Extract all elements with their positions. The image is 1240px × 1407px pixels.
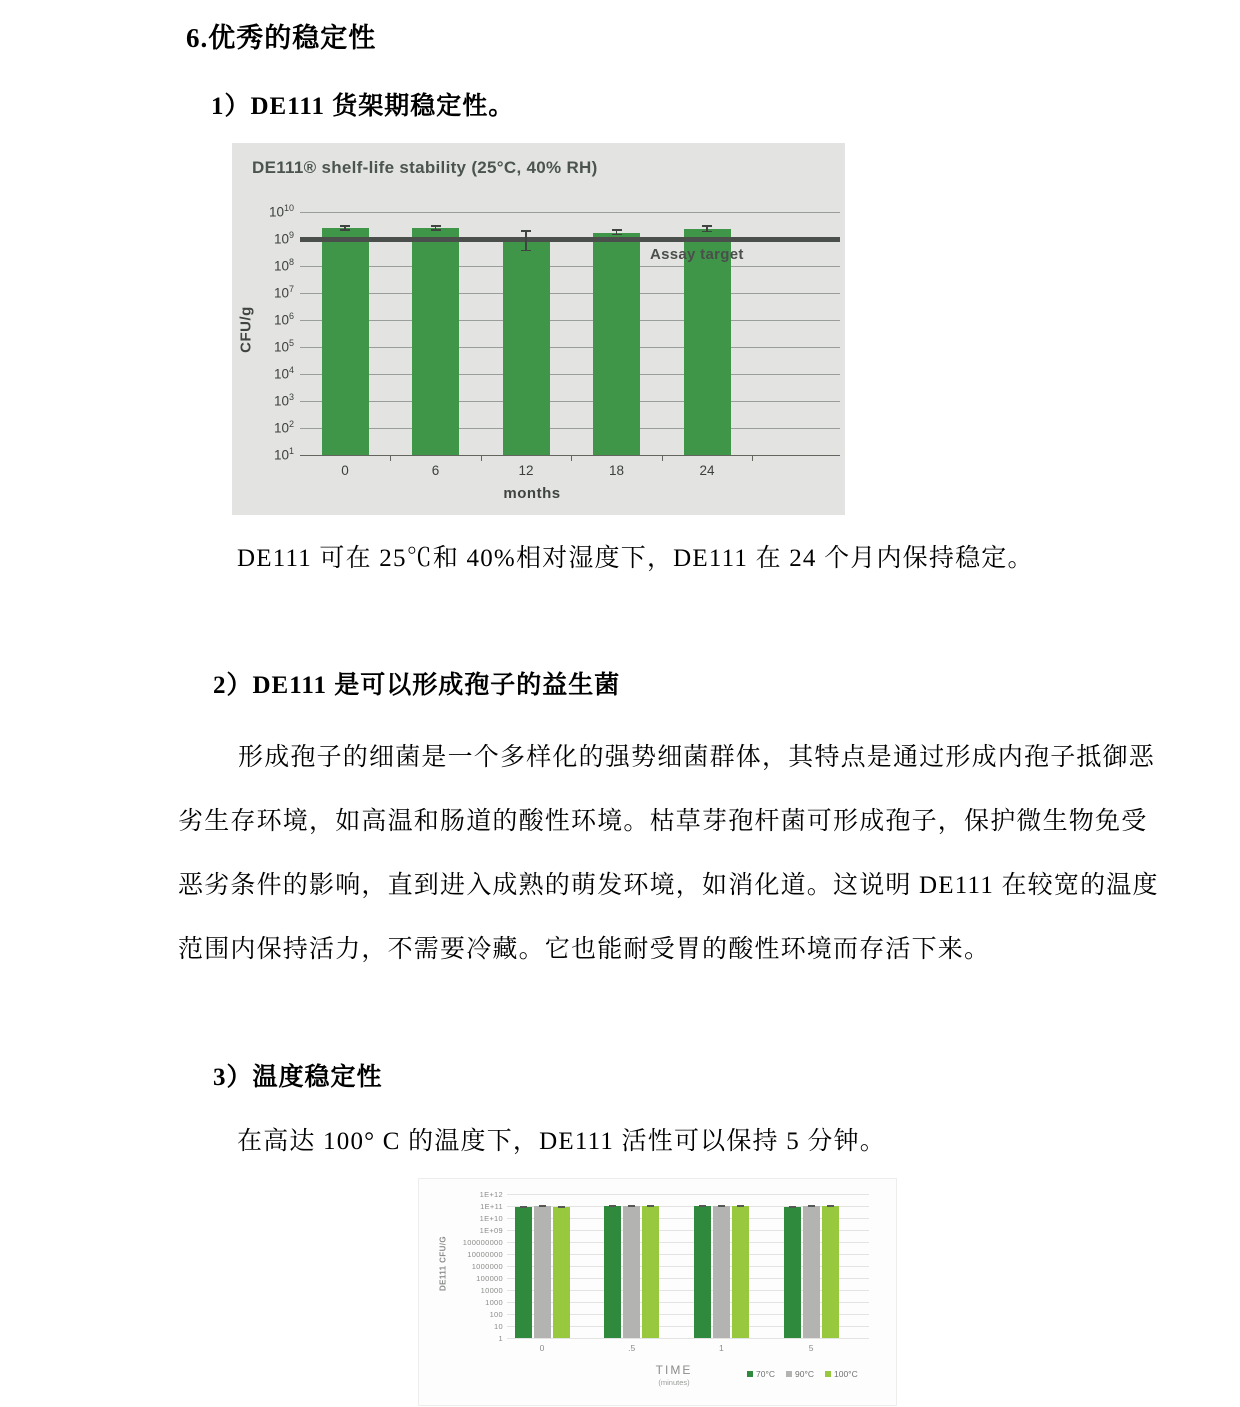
error-cap (827, 1205, 834, 1207)
gridline (300, 212, 840, 213)
y-tick-label: 1E+10 (479, 1213, 503, 1223)
error-cap (558, 1206, 565, 1208)
error-whisker-cap (431, 225, 441, 227)
paragraph-line: 形成孢子的细菌是一个多样化的强势细菌群体，其特点是通过形成内孢子抵御恶 (238, 744, 1156, 771)
y-tick-label: $10^{10}$ (268, 203, 294, 220)
bar (412, 228, 459, 455)
y-tick-label: 100000000 (462, 1237, 503, 1247)
x-tick-label: 1 (719, 1343, 724, 1353)
bar (694, 1206, 711, 1338)
error-cap (737, 1205, 744, 1207)
chart2-legend (747, 1369, 858, 1379)
section3-heading: 3）温度稳定性 (213, 1064, 383, 1091)
gridline (507, 1194, 869, 1195)
chart2-y-axis-title: DE111 CFU/G (438, 1235, 448, 1292)
section3-caption: 在高达 100° C 的温度下，DE111 活性可以保持 5 分钟。 (237, 1128, 886, 1155)
legend-swatch (825, 1371, 831, 1377)
error-cap (609, 1205, 616, 1207)
x-tick-label: 18 (608, 463, 625, 478)
temperature-stability-chart (418, 1178, 897, 1406)
shelf-life-stability-chart (232, 143, 845, 515)
chart1-title: DE111® shelf-life stability (25°C, 40% RH) (252, 158, 598, 177)
main-heading: 6.优秀的稳定性 (186, 23, 377, 53)
x-tick-label: 0 (539, 1343, 545, 1353)
bar (784, 1207, 801, 1338)
y-tick-label: $10^4$ (273, 365, 294, 382)
bar (604, 1206, 621, 1338)
error-cap (520, 1206, 527, 1208)
gridline (300, 401, 840, 402)
x-tick-label: 24 (699, 463, 715, 478)
x-tick-label: 5 (808, 1343, 814, 1353)
bar (322, 228, 369, 455)
chart1-x-axis-title: months (503, 485, 561, 502)
x-tick (752, 455, 753, 461)
y-tick-label: 1E+09 (479, 1225, 503, 1235)
error-whisker-cap (702, 225, 712, 227)
bar (803, 1206, 820, 1338)
y-tick-label: $10^1$ (273, 446, 294, 463)
bar (713, 1206, 730, 1338)
bar (732, 1206, 749, 1338)
legend-item (786, 1369, 814, 1379)
bar (534, 1206, 551, 1338)
error-cap (539, 1205, 546, 1207)
chart2-x-axis-title: TIME (655, 1363, 693, 1377)
legend-label: 100°C (834, 1369, 858, 1379)
legend-swatch (786, 1371, 792, 1377)
bar (553, 1207, 570, 1338)
y-tick-label: 10 (494, 1321, 503, 1331)
error-cap (699, 1205, 706, 1207)
error-whisker-cap (702, 231, 712, 233)
bar (642, 1206, 659, 1338)
error-whisker-cap (431, 229, 441, 231)
x-tick (662, 455, 663, 461)
x-tick (481, 455, 482, 461)
y-tick-label: 1000 (485, 1297, 503, 1307)
error-whisker-cap (612, 229, 622, 231)
section2-heading: 2）DE111 是可以形成孢子的益生菌 (213, 672, 621, 699)
bar (822, 1206, 839, 1338)
y-tick-label: 1E+12 (479, 1189, 503, 1199)
y-tick-label: 10000 (480, 1285, 503, 1295)
error-cap (718, 1205, 725, 1207)
bar (593, 233, 640, 455)
error-whisker-cap (340, 225, 350, 227)
paragraph-line: 劣生存环境，如高温和肠道的酸性环境。枯草芽孢杆菌可形成孢子，保护微生物免受 (178, 808, 1148, 835)
legend-item (747, 1369, 775, 1379)
y-tick-label: $10^5$ (273, 338, 294, 355)
error-whisker-cap (521, 250, 531, 252)
error-cap (647, 1205, 654, 1207)
x-tick-label: 0 (341, 463, 349, 478)
gridline (300, 374, 840, 375)
y-tick-label: $10^2$ (273, 419, 294, 436)
x-tick-label: 12 (518, 463, 534, 478)
error-whisker-cap (340, 229, 350, 231)
y-tick-label: 1E+11 (480, 1201, 503, 1211)
assay-target-label: Assay target (650, 246, 744, 263)
y-tick-label: 10000000 (467, 1249, 503, 1259)
x-tick-label: .5 (628, 1343, 636, 1353)
y-tick-label: $10^6$ (273, 311, 294, 328)
legend-swatch (747, 1371, 753, 1377)
paragraph-line: 范围内保持活力，不需要冷藏。它也能耐受胃的酸性环境而存活下来。 (178, 936, 991, 963)
y-tick-label: 100000 (476, 1273, 503, 1283)
y-tick-label: 1000000 (471, 1261, 503, 1271)
section1-caption: DE111 可在 25℃和 40%相对湿度下，DE111 在 24 个月内保持稳定。 (237, 545, 1034, 572)
y-tick-label: $10^7$ (273, 284, 294, 301)
y-tick-label: 1 (498, 1333, 503, 1343)
assay-target-line (300, 237, 840, 242)
gridline (300, 428, 840, 429)
legend-item (825, 1369, 858, 1379)
chart1-y-axis-title: CFU/g (237, 306, 255, 353)
error-cap (808, 1205, 815, 1207)
legend-label: 70°C (756, 1369, 775, 1379)
y-tick-label: $10^3$ (273, 392, 294, 409)
y-tick-label: $10^8$ (273, 257, 294, 274)
paragraph-line: 恶劣条件的影响，直到进入成熟的萌发环境，如消化道。这说明 DE111 在较宽的温度 (178, 872, 1159, 899)
bar (515, 1207, 532, 1338)
gridline (300, 347, 840, 348)
error-whisker-stem (525, 230, 527, 251)
chart2-x-axis-subtitle: (minutes) (658, 1378, 690, 1387)
y-tick-label: 100 (489, 1309, 503, 1319)
error-whisker-cap (612, 234, 622, 236)
error-cap (628, 1205, 635, 1207)
error-whisker-cap (521, 230, 531, 232)
x-tick-label: 6 (431, 463, 440, 478)
legend-label: 90°C (795, 1369, 814, 1379)
x-tick (390, 455, 391, 461)
x-axis-line (507, 1338, 869, 1339)
bar (623, 1206, 640, 1338)
gridline (300, 266, 840, 267)
x-axis-line (300, 455, 840, 456)
bar (503, 238, 550, 455)
y-tick-label: $10^9$ (273, 230, 294, 247)
error-cap (789, 1206, 796, 1208)
section1-heading: 1）DE111 货架期稳定性。 (211, 93, 515, 120)
gridline (300, 320, 840, 321)
x-tick (571, 455, 572, 461)
gridline (300, 293, 840, 294)
